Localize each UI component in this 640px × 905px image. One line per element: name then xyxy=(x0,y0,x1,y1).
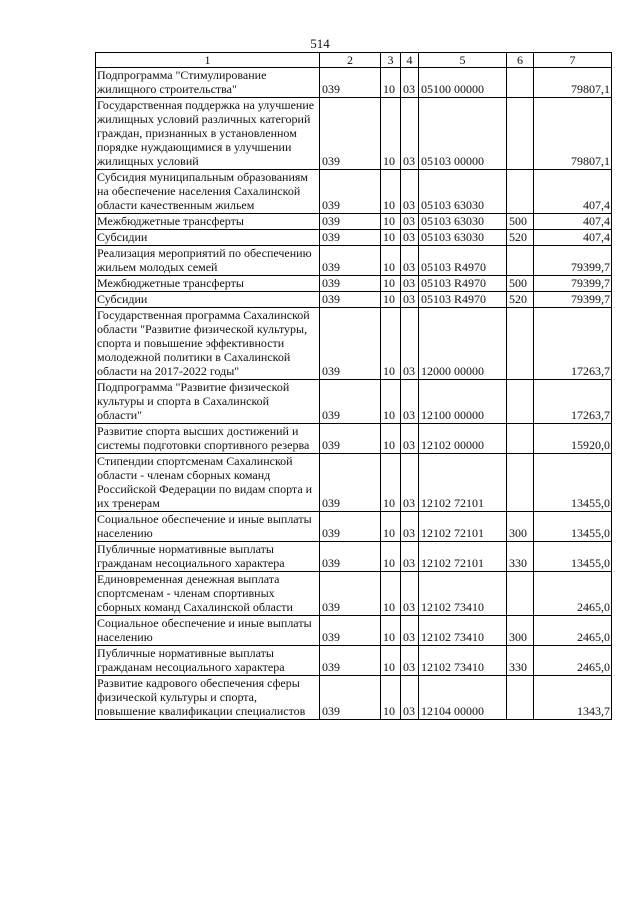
table-row xyxy=(96,676,612,720)
ministry-code-cell: 039 xyxy=(320,676,381,720)
amount-cell: 79399,7 xyxy=(534,276,612,292)
column-header: 5 xyxy=(419,53,507,68)
expense-type-cell xyxy=(507,572,534,616)
row-name-cell: Подпрограмма "Стимулирование жилищного строительства" xyxy=(96,68,320,98)
ministry-code-cell: 039 xyxy=(320,308,381,380)
amount-cell: 13455,0 xyxy=(534,454,612,512)
row-name-cell: Межбюджетные трансферты xyxy=(96,214,320,230)
subsection-code-cell: 03 xyxy=(401,276,419,292)
column-header: 1 xyxy=(96,53,320,68)
ministry-code-cell: 039 xyxy=(320,170,381,214)
expense-type-cell: 300 xyxy=(507,616,534,646)
row-name-cell: Государственная поддержка на улучшение жилищных условий различных категорий граждан, признанных в установленном порядке нуждающимися в улучшении жилищных условий xyxy=(96,98,320,170)
amount-cell: 2465,0 xyxy=(534,616,612,646)
table-row xyxy=(96,572,612,616)
table-row xyxy=(96,424,612,454)
ministry-code-cell: 039 xyxy=(320,512,381,542)
amount-cell: 79807,1 xyxy=(534,98,612,170)
target-article-cell: 05103 63030 xyxy=(419,170,507,214)
subsection-code-cell: 03 xyxy=(401,246,419,276)
ministry-code-cell: 039 xyxy=(320,276,381,292)
row-name-cell: Субсидии xyxy=(96,230,320,246)
subsection-code-cell: 03 xyxy=(401,292,419,308)
ministry-code-cell: 039 xyxy=(320,646,381,676)
row-name-cell: Подпрограмма "Развитие физической культуры и спорта в Сахалинской области" xyxy=(96,380,320,424)
target-article-cell: 12102 00000 xyxy=(419,424,507,454)
ministry-code-cell: 039 xyxy=(320,230,381,246)
ministry-code-cell: 039 xyxy=(320,214,381,230)
table-row xyxy=(96,246,612,276)
target-article-cell: 12100 00000 xyxy=(419,380,507,424)
expense-type-cell: 520 xyxy=(507,292,534,308)
expense-type-cell xyxy=(507,308,534,380)
subsection-code-cell: 03 xyxy=(401,454,419,512)
expense-type-cell xyxy=(507,380,534,424)
section-code-cell: 10 xyxy=(381,424,401,454)
expense-type-cell: 330 xyxy=(507,646,534,676)
subsection-code-cell: 03 xyxy=(401,512,419,542)
target-article-cell: 12102 72101 xyxy=(419,512,507,542)
amount-cell: 79399,7 xyxy=(534,292,612,308)
section-code-cell: 10 xyxy=(381,646,401,676)
amount-cell: 79807,1 xyxy=(534,68,612,98)
expense-type-cell: 500 xyxy=(507,214,534,230)
subsection-code-cell: 03 xyxy=(401,214,419,230)
section-code-cell: 10 xyxy=(381,292,401,308)
section-code-cell: 10 xyxy=(381,98,401,170)
amount-cell: 79399,7 xyxy=(534,246,612,276)
amount-cell: 1343,7 xyxy=(534,676,612,720)
expense-type-cell xyxy=(507,454,534,512)
table-row xyxy=(96,230,612,246)
amount-cell: 13455,0 xyxy=(534,512,612,542)
target-article-cell: 05103 R4970 xyxy=(419,276,507,292)
table-row xyxy=(96,454,612,512)
section-code-cell: 10 xyxy=(381,676,401,720)
row-name-cell: Развитие спорта высших достижений и системы подготовки спортивного резерва xyxy=(96,424,320,454)
target-article-cell: 05100 00000 xyxy=(419,68,507,98)
subsection-code-cell: 03 xyxy=(401,424,419,454)
target-article-cell: 12102 72101 xyxy=(419,454,507,512)
table-row xyxy=(96,292,612,308)
table-row xyxy=(96,512,612,542)
table-row xyxy=(96,616,612,646)
table-row xyxy=(96,276,612,292)
ministry-code-cell: 039 xyxy=(320,454,381,512)
subsection-code-cell: 03 xyxy=(401,616,419,646)
subsection-code-cell: 03 xyxy=(401,170,419,214)
section-code-cell: 10 xyxy=(381,276,401,292)
section-code-cell: 10 xyxy=(381,246,401,276)
expense-type-cell: 500 xyxy=(507,276,534,292)
table-row xyxy=(96,308,612,380)
row-name-cell: Субсидии xyxy=(96,292,320,308)
page-number: 514 xyxy=(310,36,330,51)
ministry-code-cell: 039 xyxy=(320,424,381,454)
ministry-code-cell: 039 xyxy=(320,98,381,170)
table-row xyxy=(96,646,612,676)
table-row xyxy=(96,380,612,424)
target-article-cell: 12102 73410 xyxy=(419,616,507,646)
subsection-code-cell: 03 xyxy=(401,676,419,720)
row-name-cell: Социальное обеспечение и иные выплаты населению xyxy=(96,512,320,542)
column-header: 6 xyxy=(507,53,534,68)
column-header: 3 xyxy=(381,53,401,68)
subsection-code-cell: 03 xyxy=(401,230,419,246)
subsection-code-cell: 03 xyxy=(401,572,419,616)
row-name-cell: Публичные нормативные выплаты гражданам несоциального характера xyxy=(96,646,320,676)
row-name-cell: Субсидия муниципальным образованиям на обеспечение населения Сахалинской области качественным жильем xyxy=(96,170,320,214)
row-name-cell: Стипендии спортсменам Сахалинской области - членам сборных команд Российской Федерации по видам спорта и их тренерам xyxy=(96,454,320,512)
section-code-cell: 10 xyxy=(381,616,401,646)
row-name-cell: Межбюджетные трансферты xyxy=(96,276,320,292)
amount-cell: 15920,0 xyxy=(534,424,612,454)
amount-cell: 13455,0 xyxy=(534,542,612,572)
column-header: 2 xyxy=(320,53,381,68)
table-row xyxy=(96,170,612,214)
subsection-code-cell: 03 xyxy=(401,308,419,380)
row-name-cell: Государственная программа Сахалинской области "Развитие физической культуры, спорта и повышение эффективности молодежной политики в Сахалинской области на 2017-2022 годы" xyxy=(96,308,320,380)
budget-table xyxy=(95,52,612,720)
ministry-code-cell: 039 xyxy=(320,246,381,276)
subsection-code-cell: 03 xyxy=(401,542,419,572)
target-article-cell: 12102 73410 xyxy=(419,572,507,616)
expense-type-cell: 300 xyxy=(507,512,534,542)
subsection-code-cell: 03 xyxy=(401,646,419,676)
amount-cell: 2465,0 xyxy=(534,646,612,676)
amount-cell: 407,4 xyxy=(534,230,612,246)
target-article-cell: 12000 00000 xyxy=(419,308,507,380)
target-article-cell: 12102 72101 xyxy=(419,542,507,572)
table-header-row xyxy=(96,53,612,68)
section-code-cell: 10 xyxy=(381,230,401,246)
row-name-cell: Единовременная денежная выплата спортсменам - членам спортивных сборных команд Сахалинской области xyxy=(96,572,320,616)
amount-cell: 17263,7 xyxy=(534,308,612,380)
ministry-code-cell: 039 xyxy=(320,68,381,98)
expense-type-cell: 330 xyxy=(507,542,534,572)
target-article-cell: 05103 R4970 xyxy=(419,246,507,276)
ministry-code-cell: 039 xyxy=(320,542,381,572)
table-row xyxy=(96,98,612,170)
expense-type-cell xyxy=(507,98,534,170)
expense-type-cell xyxy=(507,424,534,454)
target-article-cell: 05103 63030 xyxy=(419,230,507,246)
table-body xyxy=(96,68,612,720)
column-header: 7 xyxy=(534,53,612,68)
row-name-cell: Реализация мероприятий по обеспечению жильем молодых семей xyxy=(96,246,320,276)
row-name-cell: Социальное обеспечение и иные выплаты населению xyxy=(96,616,320,646)
expense-type-cell xyxy=(507,246,534,276)
row-name-cell: Развитие кадрового обеспечения сферы физической культуры и спорта, повышение квалификации специалистов xyxy=(96,676,320,720)
section-code-cell: 10 xyxy=(381,542,401,572)
expense-type-cell xyxy=(507,170,534,214)
row-name-cell: Публичные нормативные выплаты гражданам несоциального характера xyxy=(96,542,320,572)
amount-cell: 407,4 xyxy=(534,170,612,214)
target-article-cell: 12104 00000 xyxy=(419,676,507,720)
section-code-cell: 10 xyxy=(381,68,401,98)
expense-type-cell xyxy=(507,68,534,98)
section-code-cell: 10 xyxy=(381,512,401,542)
amount-cell: 17263,7 xyxy=(534,380,612,424)
expense-type-cell: 520 xyxy=(507,230,534,246)
ministry-code-cell: 039 xyxy=(320,292,381,308)
table-row xyxy=(96,214,612,230)
ministry-code-cell: 039 xyxy=(320,572,381,616)
subsection-code-cell: 03 xyxy=(401,380,419,424)
table-row xyxy=(96,68,612,98)
column-header: 4 xyxy=(401,53,419,68)
expense-type-cell xyxy=(507,676,534,720)
section-code-cell: 10 xyxy=(381,454,401,512)
ministry-code-cell: 039 xyxy=(320,616,381,646)
subsection-code-cell: 03 xyxy=(401,68,419,98)
section-code-cell: 10 xyxy=(381,572,401,616)
section-code-cell: 10 xyxy=(381,380,401,424)
section-code-cell: 10 xyxy=(381,170,401,214)
target-article-cell: 12102 73410 xyxy=(419,646,507,676)
section-code-cell: 10 xyxy=(381,214,401,230)
ministry-code-cell: 039 xyxy=(320,380,381,424)
target-article-cell: 05103 00000 xyxy=(419,98,507,170)
target-article-cell: 05103 R4970 xyxy=(419,292,507,308)
amount-cell: 407,4 xyxy=(534,214,612,230)
subsection-code-cell: 03 xyxy=(401,98,419,170)
table-row xyxy=(96,542,612,572)
target-article-cell: 05103 63030 xyxy=(419,214,507,230)
amount-cell: 2465,0 xyxy=(534,572,612,616)
section-code-cell: 10 xyxy=(381,308,401,380)
